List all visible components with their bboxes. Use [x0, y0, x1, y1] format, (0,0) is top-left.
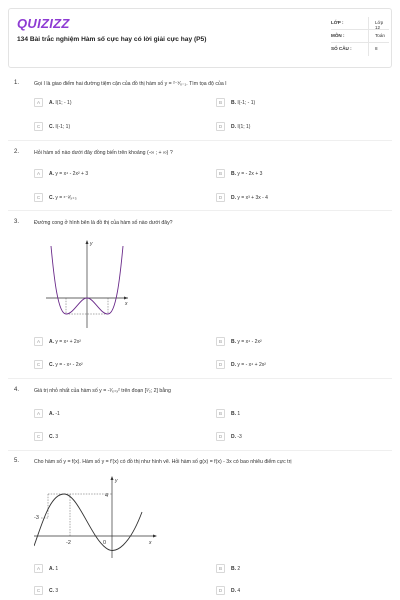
- option-text: [49, 195, 77, 201]
- label-minus-2: -2: [66, 540, 71, 546]
- x-axis-arrow-icon: [124, 297, 128, 300]
- option-prefix: A.: [49, 99, 54, 106]
- derivative-curve: [34, 494, 142, 550]
- question-divider: [8, 210, 392, 211]
- question-number: 5.: [14, 458, 20, 464]
- option-value: 3: [55, 587, 59, 594]
- option-text: [231, 588, 240, 594]
- option-value: 3: [55, 433, 59, 440]
- option-prefix: A.: [49, 170, 54, 177]
- option-value: 2: [237, 565, 241, 572]
- meta-separator: [368, 43, 369, 56]
- option-text: [231, 362, 266, 368]
- worksheet-meta: [331, 17, 389, 56]
- x-axis-arrow-icon: [153, 535, 157, 538]
- option-value: y = - 2x + 3: [237, 170, 263, 177]
- option-letter-box: B: [216, 337, 225, 346]
- option-value: y = x⁴ + 2x²: [55, 338, 81, 345]
- option-letter-box: C: [34, 122, 43, 131]
- option-letter-box: B: [216, 169, 225, 178]
- option-letter-box: D: [216, 360, 225, 369]
- option-value: I(1; 1): [237, 123, 251, 130]
- meta-subject-row: [331, 30, 389, 43]
- option-text: [231, 434, 242, 440]
- x-axis-label: x: [125, 301, 128, 307]
- option-prefix: A.: [49, 410, 54, 417]
- option-value: I(-1; 1): [55, 123, 71, 130]
- option-prefix: A.: [49, 338, 54, 345]
- option-prefix: C.: [49, 361, 54, 368]
- option-prefix: D.: [231, 587, 236, 594]
- label-minus-3: -3: [34, 515, 39, 521]
- option-letter-box: A: [34, 98, 43, 107]
- option-value: -1: [55, 410, 60, 417]
- option-letter-box: D: [216, 122, 225, 131]
- option-text: [231, 171, 262, 177]
- option-value: y = x⁴ - 2x²: [237, 338, 262, 345]
- option-prefix: D.: [231, 194, 236, 201]
- meta-count-value: 8: [375, 46, 378, 51]
- option-text: [231, 124, 250, 130]
- option-value: y = x³ + 3x - 4: [237, 194, 268, 201]
- y-axis-label: y: [90, 241, 93, 247]
- option-letter-box: C: [34, 360, 43, 369]
- quartic-graph: [44, 238, 130, 330]
- option-prefix: C.: [49, 587, 54, 594]
- quizizz-logo: QUIZIZZ: [17, 16, 70, 31]
- option-text: [231, 339, 262, 345]
- meta-class-value: Lớp 12: [375, 20, 384, 30]
- option-prefix: B.: [231, 338, 236, 345]
- worksheet-title: 134 Bài trắc nghiệm Hàm số cực hay có lời giải cực hay (P5): [17, 36, 207, 43]
- option-text: [231, 100, 255, 106]
- option-letter-box: A: [34, 337, 43, 346]
- option-text: [49, 124, 70, 130]
- option-prefix: D.: [231, 361, 236, 368]
- option-prefix: C.: [49, 194, 54, 201]
- y-axis-arrow-icon: [86, 240, 89, 244]
- option-text: [231, 566, 240, 572]
- option-letter-box: C: [34, 432, 43, 441]
- option-value: 1: [237, 410, 241, 417]
- meta-subject-label: MÔN :: [331, 33, 345, 38]
- option-text: [49, 100, 72, 106]
- meta-subject-value: Toán: [375, 33, 385, 38]
- option-prefix: B.: [231, 565, 236, 572]
- worksheet-header: [8, 8, 392, 68]
- option-text: [49, 339, 81, 345]
- option-letter-box: D: [216, 432, 225, 441]
- question-divider: [8, 378, 392, 379]
- option-value: y = - x⁴ - 2x²: [55, 361, 83, 368]
- meta-count-label: SỐ CÂU :: [331, 46, 352, 51]
- question-number: 2.: [14, 149, 20, 155]
- y-axis-arrow-icon: [111, 476, 114, 480]
- option-prefix: D.: [231, 433, 236, 440]
- option-value: -3: [237, 433, 242, 440]
- option-value: 4: [237, 587, 241, 594]
- option-letter-box: A: [34, 564, 43, 573]
- option-letter-box: B: [216, 98, 225, 107]
- question-text: Gọi I là giao điểm hai đường tiệm cận của đồ thị hàm số y = ²⁻ˣ⁄ₓ₋₁. Tìm tọa độ của I: [34, 80, 227, 87]
- option-value: I(1; - 1): [55, 99, 72, 106]
- option-text: [49, 588, 58, 594]
- x-axis-label: x: [149, 540, 152, 546]
- question-text: Cho hàm số y = f(x). Hàm số y = f'(x) có đồ thị như hình vẽ. Hỏi hàm số g(x) = f(x) - 3x có bao nhiêu điểm cực trị: [34, 458, 292, 465]
- derivative-graph: [34, 474, 160, 560]
- option-value: y = x⁴ - 2x² + 3: [55, 170, 89, 177]
- meta-separator: [368, 17, 369, 30]
- option-value: 1: [55, 565, 59, 572]
- meta-class-label: LỚP :: [331, 20, 344, 25]
- option-letter-box: B: [216, 409, 225, 418]
- option-letter-box: A: [34, 409, 43, 418]
- question-text: Đường cong ở hình bên là đồ thị của hàm số nào dưới đây?: [34, 219, 173, 226]
- option-text: [49, 566, 58, 572]
- option-letter-box: C: [34, 586, 43, 595]
- question-text: Hỏi hàm số nào dưới đây đồng biến trên khoảng (-∞ ; + ∞) ?: [34, 149, 173, 156]
- option-value: y = ˣ⁻²⁄ₓ₊₃: [55, 194, 77, 201]
- option-prefix: A.: [49, 565, 54, 572]
- option-value: I(-1; - 1): [237, 99, 256, 106]
- option-text: [231, 411, 240, 417]
- meta-class-row: [331, 17, 389, 30]
- option-text: [231, 195, 268, 201]
- option-prefix: C.: [49, 123, 54, 130]
- option-text: [49, 362, 83, 368]
- option-prefix: B.: [231, 410, 236, 417]
- option-letter-box: D: [216, 586, 225, 595]
- option-text: [49, 411, 60, 417]
- question-number: 1.: [14, 80, 20, 86]
- meta-count-row: [331, 43, 389, 56]
- label-4: 4: [105, 493, 109, 499]
- question-number: 3.: [14, 219, 20, 225]
- question-text: Giá trị nhỏ nhất của hàm số y = -¹⁄ₓ₊ₓ² trên đoạn [¹⁄₂; 2] bằng: [34, 387, 171, 394]
- y-axis-label: y: [115, 478, 118, 484]
- option-value: y = - x⁴ + 2x²: [237, 361, 266, 368]
- option-prefix: C.: [49, 433, 54, 440]
- option-letter-box: D: [216, 193, 225, 202]
- meta-separator: [368, 30, 369, 43]
- label-0: 0: [103, 540, 107, 546]
- option-text: [49, 171, 88, 177]
- option-letter-box: C: [34, 193, 43, 202]
- option-letter-box: B: [216, 564, 225, 573]
- option-text: [49, 434, 58, 440]
- option-prefix: B.: [231, 99, 236, 106]
- question-divider: [8, 450, 392, 451]
- option-letter-box: A: [34, 169, 43, 178]
- question-number: 4.: [14, 387, 20, 393]
- option-prefix: B.: [231, 170, 236, 177]
- question-divider: [8, 140, 392, 141]
- option-prefix: D.: [231, 123, 236, 130]
